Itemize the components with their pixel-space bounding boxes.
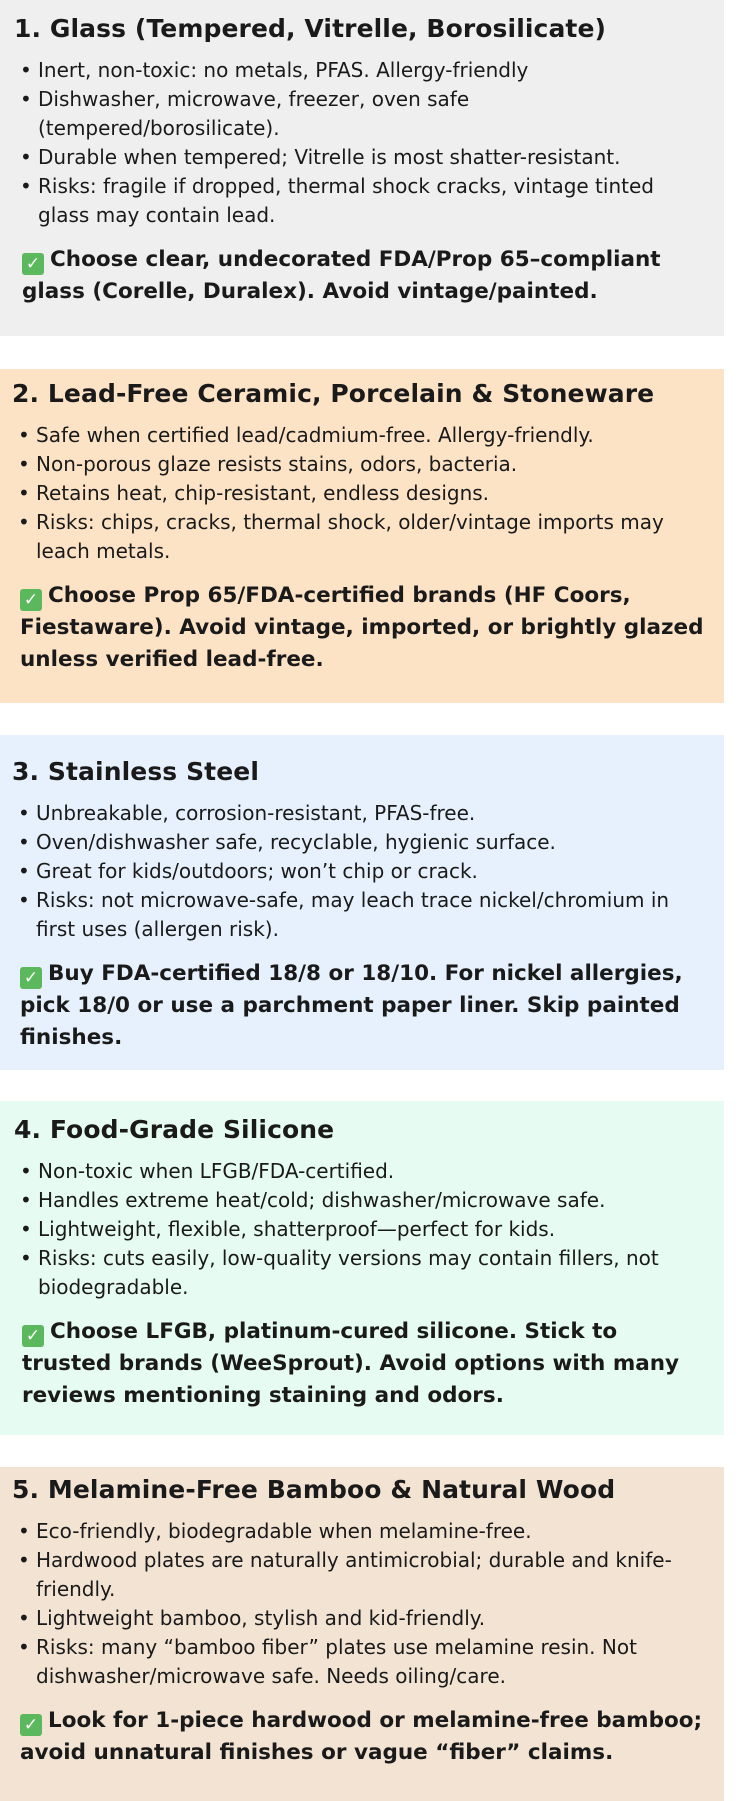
section-silicone bbox=[0, 1101, 724, 1435]
recommendation-text: Choose clear, undecorated FDA/Prop 65–compliant glass (Corelle, Duralex). Avoid vintage/painted. bbox=[22, 247, 661, 304]
section-ceramic bbox=[0, 369, 724, 703]
section-heading: 1. Glass (Tempered, Vitrelle, Borosilicate) bbox=[14, 14, 607, 43]
section-glass bbox=[0, 0, 724, 336]
bullet-list bbox=[14, 1157, 710, 1302]
recommendation bbox=[12, 580, 710, 676]
list-item: • Lightweight, flexible, shatterproof—perfect for kids. bbox=[14, 1215, 710, 1244]
list-item: • Risks: chips, cracks, thermal shock, older/vintage imports may leach metals. bbox=[12, 508, 710, 566]
check-mark-icon: ✓ bbox=[20, 967, 42, 989]
recommendation bbox=[14, 1316, 710, 1412]
section-bamboo-wood bbox=[0, 1467, 724, 1801]
list-item: • Oven/dishwasher safe, recyclable, hygienic surface. bbox=[12, 828, 710, 857]
recommendation-text: Buy FDA-certified 18/8 or 18/10. For nickel allergies, pick 18/0 or use a parchment paper liner. Skip painted finishes. bbox=[20, 961, 683, 1050]
list-item: • Safe when certified lead/cadmium-free. Allergy-friendly. bbox=[12, 421, 710, 450]
list-item: • Risks: fragile if dropped, thermal shock cracks, vintage tinted glass may contain lead. bbox=[14, 172, 710, 230]
section-heading: 2. Lead-Free Ceramic, Porcelain & Stoneware bbox=[12, 379, 655, 408]
list-item: • Hardwood plates are naturally antimicrobial; durable and knife-friendly. bbox=[12, 1546, 710, 1604]
section-heading: 4. Food-Grade Silicone bbox=[14, 1115, 335, 1144]
list-item: • Eco-friendly, biodegradable when melamine-free. bbox=[12, 1517, 710, 1546]
recommendation bbox=[14, 244, 710, 308]
section-heading: 3. Stainless Steel bbox=[12, 757, 260, 786]
check-mark-icon: ✓ bbox=[20, 589, 42, 611]
bullet-list bbox=[12, 1517, 710, 1691]
check-mark-icon: ✓ bbox=[22, 1325, 44, 1347]
recommendation bbox=[12, 958, 710, 1054]
list-item: • Lightweight bamboo, stylish and kid-friendly. bbox=[12, 1604, 710, 1633]
list-item: • Great for kids/outdoors; won’t chip or crack. bbox=[12, 857, 710, 886]
bullet-list bbox=[12, 799, 710, 944]
bullet-list bbox=[14, 56, 710, 230]
list-item: • Non-porous glaze resists stains, odors, bacteria. bbox=[12, 450, 710, 479]
list-item: • Unbreakable, corrosion-resistant, PFAS-free. bbox=[12, 799, 710, 828]
section-heading: 5. Melamine-Free Bamboo & Natural Wood bbox=[12, 1475, 616, 1504]
recommendation bbox=[12, 1705, 710, 1769]
check-mark-icon: ✓ bbox=[22, 253, 44, 275]
bullet-list bbox=[12, 421, 710, 566]
recommendation-text: Choose LFGB, platinum-cured silicone. Stick to trusted brands (WeeSprout). Avoid options with many reviews mentioning staining and odors. bbox=[22, 1319, 680, 1408]
list-item: • Non-toxic when LFGB/FDA-certified. bbox=[14, 1157, 710, 1186]
list-item: • Handles extreme heat/cold; dishwasher/microwave safe. bbox=[14, 1186, 710, 1215]
list-item: • Durable when tempered; Vitrelle is most shatter-resistant. bbox=[14, 143, 710, 172]
section-stainless-steel bbox=[0, 735, 724, 1070]
list-item: • Retains heat, chip-resistant, endless designs. bbox=[12, 479, 710, 508]
list-item: • Risks: not microwave-safe, may leach trace nickel/chromium in first uses (allergen risk). bbox=[12, 886, 710, 944]
recommendation-text: Choose Prop 65/FDA-certified brands (HF Coors, Fiestaware). Avoid vintage, imported, or brightly glazed unless verified lead-free. bbox=[20, 583, 704, 672]
list-item: • Risks: cuts easily, low-quality versions may contain fillers, not biodegradable. bbox=[14, 1244, 710, 1302]
list-item: • Inert, non-toxic: no metals, PFAS. Allergy-friendly bbox=[14, 56, 710, 85]
check-mark-icon: ✓ bbox=[20, 1714, 42, 1736]
list-item: • Dishwasher, microwave, freezer, oven safe (tempered/borosilicate). bbox=[14, 85, 710, 143]
list-item: • Risks: many “bamboo fiber” plates use melamine resin. Not dishwasher/microwave safe. Needs oiling/care. bbox=[12, 1633, 710, 1691]
recommendation-text: Look for 1-piece hardwood or melamine-free bamboo; avoid unnatural finishes or vague “fiber” claims. bbox=[20, 1708, 703, 1765]
